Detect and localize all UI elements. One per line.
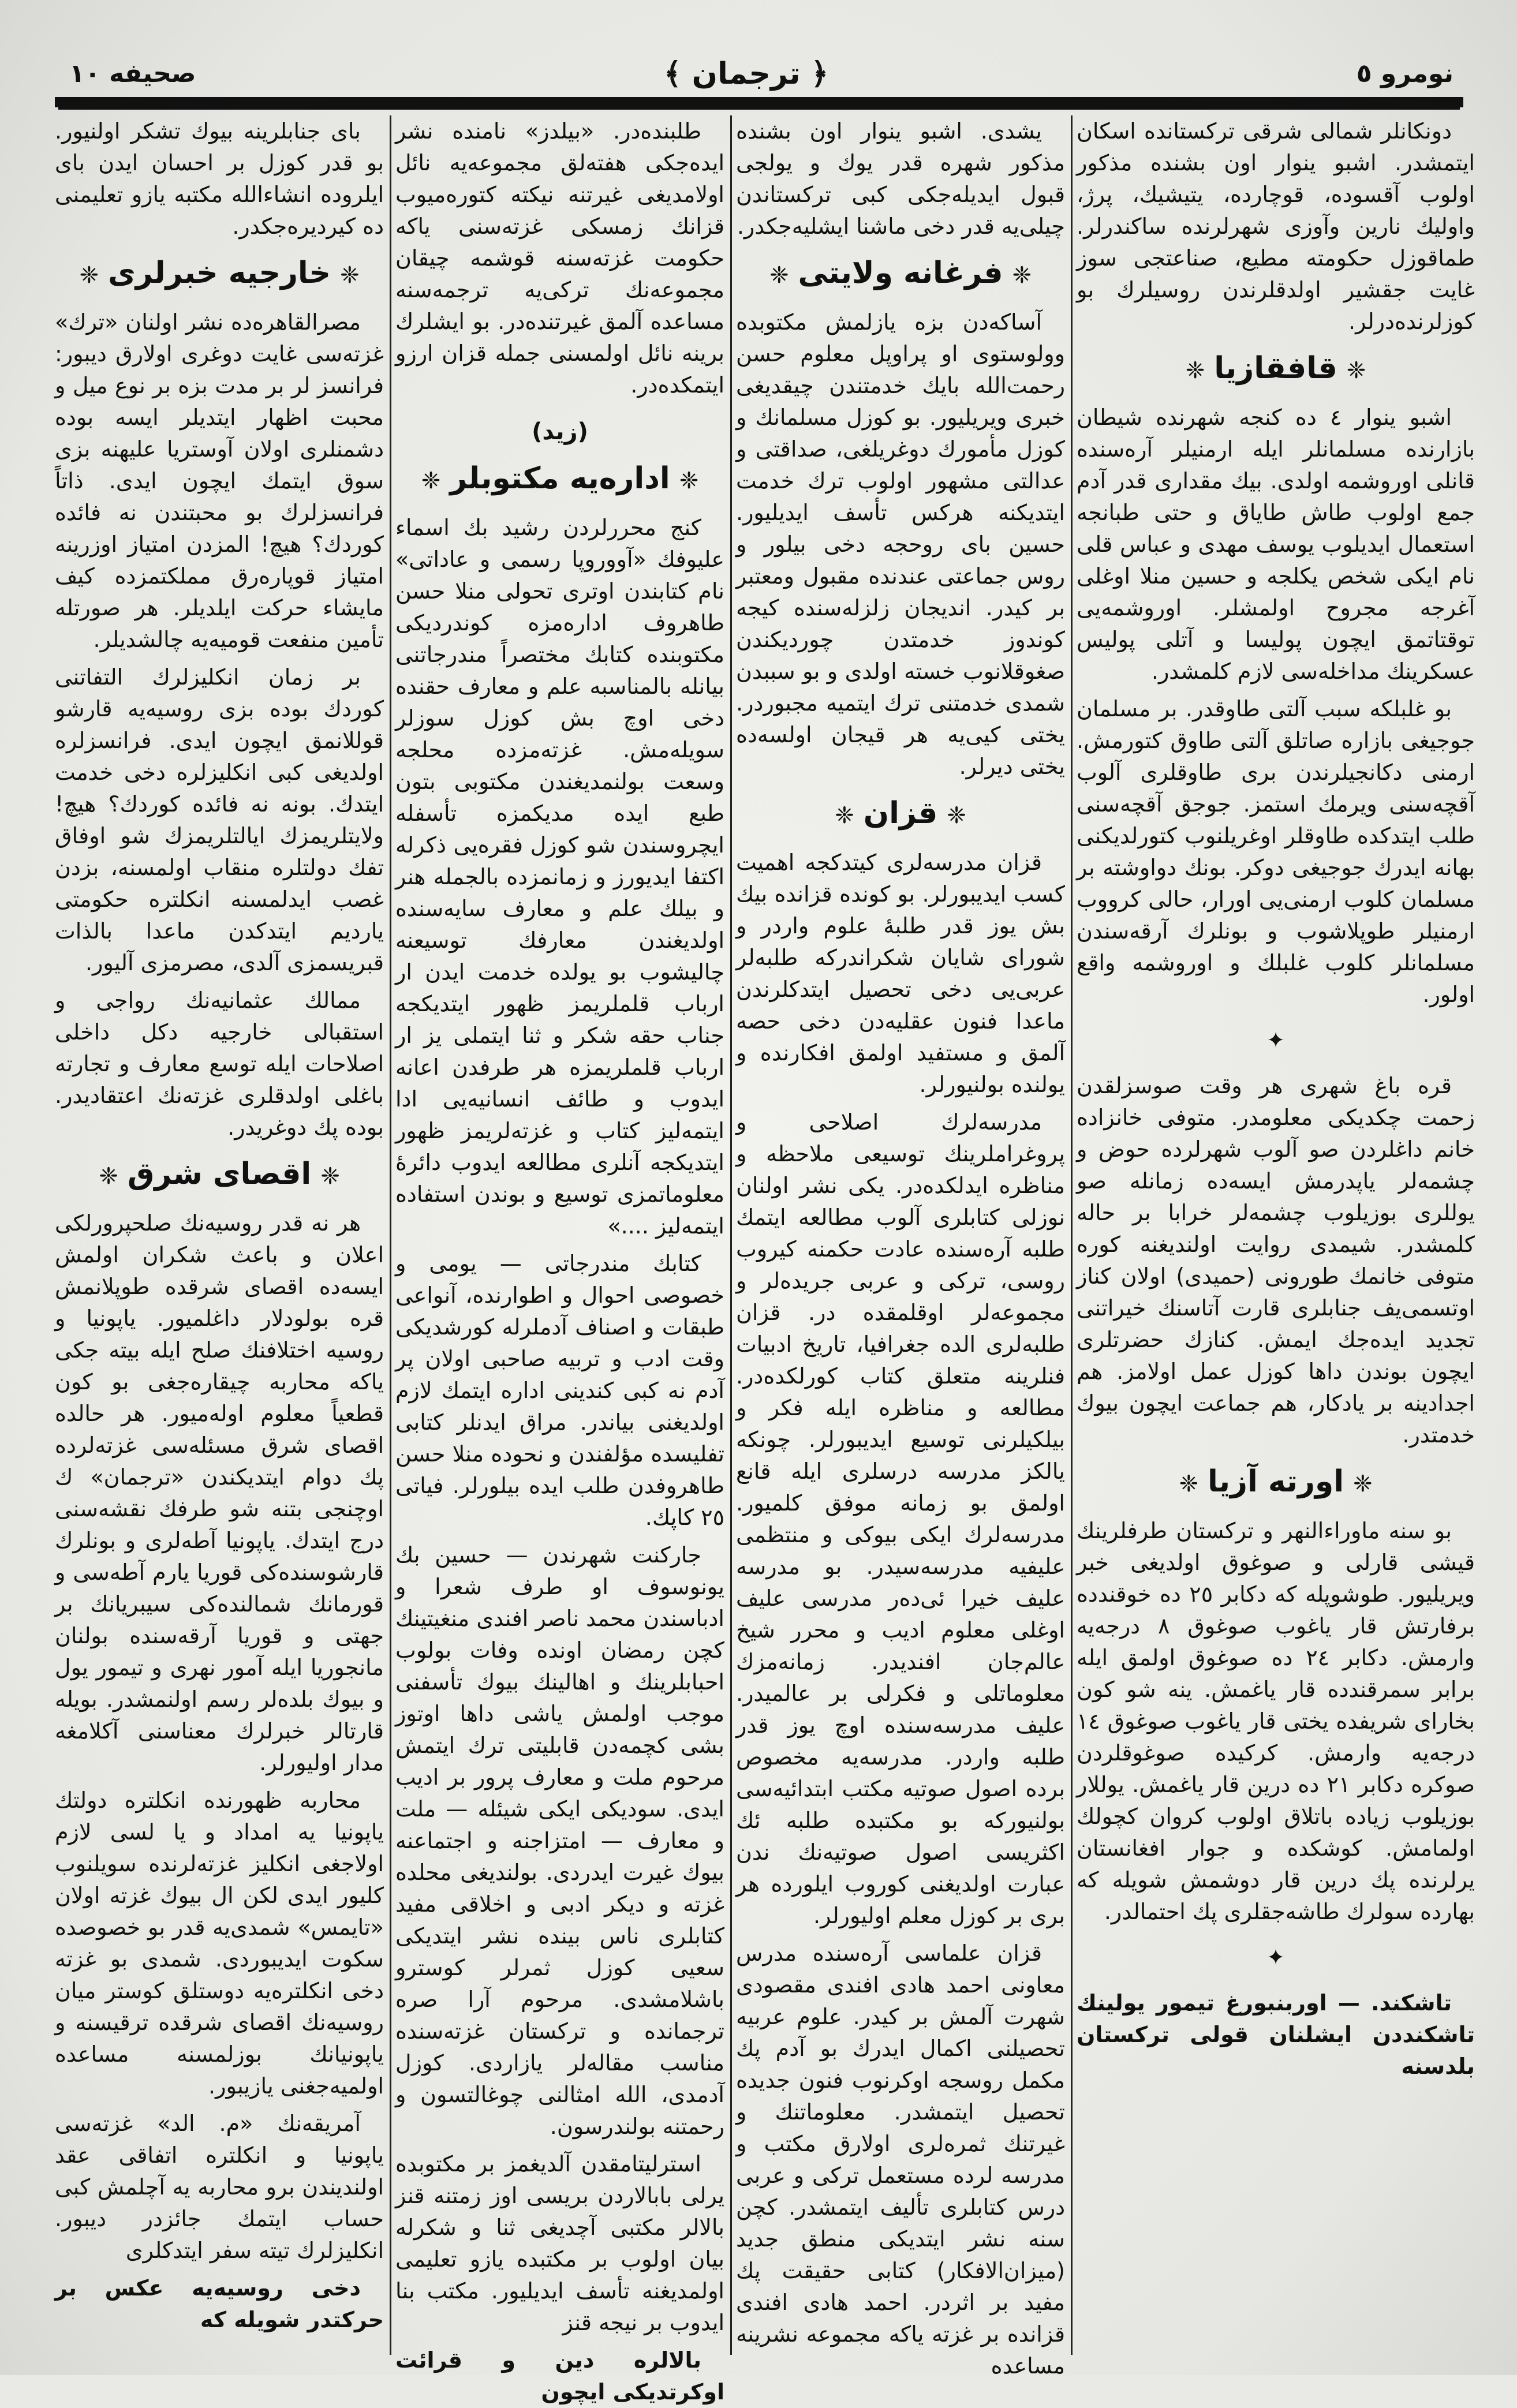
ornament-icon: ❈ [1346, 357, 1366, 384]
ornament-icon: ❈ [320, 1163, 340, 1190]
article-paragraph: یشدی. اشبو ینوار اون بشنده مذكور شهره قدر یوك و یولجی قبول ایدیله‌جكی كبی تركستاندن چیلی‌یه قدر دخی ماشنا ایشلیه‌جكدر. [736, 118, 1065, 239]
column-divider [390, 115, 391, 2355]
newspaper-title: ﴿ ترجمان ﴾ [664, 57, 829, 91]
section-heading [55, 257, 384, 291]
article-paragraph: مصرالقاهره‌ده نشر اولنان «ترك» غزته‌سی غایت دوغری اولارق دیبور: فرانسز لر بر مدت بزه بر نوع میل و محبت اظهار ایتدیلر ایسه بوده دشمنلری اولان آوستریا علیهنه بزی سوق ایتمك ایچون ایدی. ذاتاً فرانسزلرك بو محبتندن نه فائده كوردك؟ هیچ! المزدن امتیاز اوزرینه امتیاز قوپاره‌رق مملكتمزده كیف مایشاء حركت ایلدیلر. هر صورتله تأمین منفعت قومیه‌یه چالشدیلر. [55, 309, 384, 652]
column-3 [395, 115, 724, 2405]
section-heading-text: اقصاى شرق [127, 1157, 312, 1191]
article-paragraph: مدرسه‌لرك اصلاحی و پروغراملرینك توسیعی ملاحظه و مناظره ایدلكده‌در. یكی نشر اولنان نوزلی كتابلری آلوب مطالعه ایتمك طلبه آره‌سنده عادت حكمنه كیروب روسی، تركی و عربی جریده‌لر و مجموعه‌لر اوقلمقده در. قزان طلبه‌لری الده جغرافیا، تاریخ ادبیات فنلرینه متعلق كتاب كورلكده‌در. مطالعه و مناظره ایله فكر و بیلكیلرنی توسیع ایدیبورلر. چونكه یالكز مدرسه درسلری ایله قانع اولمق بو زمانه موفق كلمیور. مدرسه‌لرك ایكی بیوكی و منتظمی علیفیه مدرسه‌سیدر. بو مدرسه علیف خیرا ئی‌ده‌ر مدرسی علیف اوغلی معلوم ادیب و محرر شیخ عالم‌جان افندیدر. زمانه‌مزك معلوماتلی و فكرلی بر عالمیدر. علیف مدرسه‌سنده اوچ یوز قدر طلبه واردر. مدرسه‌یه مخصوص برده اصول صوتیه مكتب ابتدائیه‌سی بولنیوركه بو مكتبده طلبه ئك اكثریسی اصول صوتیه‌نك ندن عبارت اولدیغنی كوروب ایلورده هر بری بر كوزل معلم اولیورلر. [736, 1109, 1065, 1928]
article-paragraph: بر زمان انكلیزلرك التفاتنی كوردك بوده بزی روسیه‌یه قارشو قوللانمق ایچون ایدی. فرانسزلره اولدیغی كبی انكلیزلره دخی خدمت ایتدك. بونه نه فائده كوردك؟ هیچ! ولایتلریمزك ایالتلریمزك شو اوفاق تفك دولتلره منقاب اولمسنه، بزدن غصب ایدلمسنه انكلتره حكومتی یاردیم ایتدكدن ماعدا بالذات قبریسمزی آلدی، مصرمزی آلیور. [55, 664, 384, 975]
column-4 [55, 115, 384, 2355]
ornament-icon: ❈ [835, 802, 854, 829]
section-heading-text: اداره‌يه مكتوبلر [450, 461, 670, 496]
issue-number: نومرو ٥ [1356, 59, 1454, 88]
article-paragraph: قزان مدرسه‌لری كیتدكجه اهمیت كسب ایدیبورلر. بو كونده قزانده بیك بش یوز قدر طلبهٔ علوم واردر و شورای شایان شكراندركه طلبه‌لر عربی‌یی دخی تحصیل ایتدكلرندن ماعدا فنون عقلیه‌دن دخی حصه آلمق و مستفید اولمق افكارنده و یولنده بولنیورلر. [736, 850, 1065, 1097]
section-heading-text: فرغانه ولايتى [798, 256, 1003, 290]
column-divider [730, 115, 732, 2355]
section-heading-text: قافقازيا [1214, 351, 1337, 386]
ornament-icon: ❈ [1353, 1471, 1373, 1497]
header-rule [55, 97, 1463, 107]
page-number: صحيفه ١٠ [69, 59, 196, 88]
article-paragraph: آساكه‌دن بزه یازلمش مكتوبده وولوستوی او پراوپل معلوم حسن رحمت‌الله بایك خدمتندن چیقدیغی خبری ویریلیور. بو كوزل مسلمانك و كوزل مأمورك دوغریلغی، صداقتی و عدالتی مشهور اولوب ترك خدمت ایتدیكنه هركس تأسف ایدیلیور. حسین بای روحجه دخی بیلور و روس جماعتی عندنده مقبول ومعتبر بر كیدر. اندیجان زلزله‌سنده كیجه كوندوز خدمتدن چوردیكندن صغوقلانوب خسته اولدی و بو سببدن شمدی خدمتنی ترك ایتمیه مجبوردر. یختی كیی‌یه هر قیجان اولسه‌ده یختی دیرلر. [736, 309, 1065, 779]
section-heading-text: قزان [863, 796, 938, 831]
article-paragraph: هر نه قدر روسیه‌نك صلحپرورلكی اعلان و باعث شكران اولمش ایسه‌ده اقصای شرقده طوپلانمش قره بولودلار داغلمیور. یاپونیا و روسیه اختلافنك صلح ایله بیته جكی یاكه محاربه چیقاره‌جغی بو كون قطعیاً معلوم اوله‌میور. هر حالده اقصای شرق مسئله‌سی غزته‌لرده پك دوام ایتدیكندن «ترجمان» ك اوچنجی بتنه شو طرفك نقشه‌سنی درج ایتدك. یاپونیا آطه‌لری و بونلرك قارشوسنده‌كی قوریا یارم آطه‌سی و قورمانك شمالنده‌كی سیبریانك بر جهتی و قوریا آرقه‌سنده بولنان مانجوریا ایله آمور نهری و تیمور یول و بیوك بلده‌لر رسم اولنمشدر. بویله قارتالر خبرلرك معناسنی آكلامغه مدار اولیورلر. [55, 1210, 384, 1775]
ornament-icon: ❈ [421, 468, 441, 494]
ornament-icon: ❈ [769, 262, 789, 289]
article-paragraph: دخی روسیه‌یه عكس بر حركتدر شویله كه [55, 2275, 384, 2332]
article-paragraph: محاربه ظهورنده انكلتره دولتك یاپونیا یه امداد و یا لسی لازم اولاجغی انكلیز غزته‌لرنده سویلنوب كلیور ایدی لكن ال بیوك غزته اولان «تایمس» شمدی‌یه قدر بو خصوصده سكوت ایدیبوردی. شمدی بو غزته دخی انكلتره‌یه دوستلق كوستر میان روسیه‌نك اقصای شرقده ترقیسنه و یاپونیانك بوزلمسنه مساعده اولمیه‌جغنی یازیبور. [55, 1788, 384, 2099]
ornament-icon: ❈ [1012, 262, 1032, 289]
section-divider: ✦ [1266, 1027, 1285, 1053]
ornament-icon: ❈ [79, 262, 99, 289]
article-paragraph: بو غلبلكه سبب آلتی طاوقدر. بر مسلمان جوجیغی بازاره صاتلق آلتی طاوق كتورمش. ارمنی دكانجیلرندن بری طاوقلری آلوب آقچه‌سنی ویرمك استمز. جوجق آقچه‌سنی طلب ایتدكده طاوقلر اوغریلنوب كتورلدیكنی بهانه ایدرك جوجیغی دوكر. بونك دواوشته بر مسلمان كلوب ارمنی‌یی اورار، حالی كرووب ارمنیلر طوپلاشوب و بونلرك آرقه‌سندن مسلمانلر كلوب غلبلك و اوروشمه واقع اولور. [1077, 696, 1475, 1007]
section-heading [736, 798, 1065, 832]
ornament-icon: ❈ [339, 262, 360, 289]
article-paragraph: طلبنده‌در. «بیلدز» نامنده نشر ایده‌جكی هفته‌لق مجموعه‌یه نائل اولامدیغی غیرتنه نیكته كتوره‌میوب قزانك زمسكی غزته‌سنی یاكه حكومت غزته‌سنه قوشمه چیقان مجموعه‌نك تركی‌یه ترجمه‌سنه مساعده آلمق غیرتنده‌در. بو ایشلرك برینه نائل اولمسنی جمله قزان ارزو ایتمكده‌در. [395, 118, 724, 398]
ornament-icon: ❈ [99, 1163, 118, 1190]
article-paragraph: قزان علماسی آره‌سنده مدرس معاونی احمد هادی افندی مقصودی شهرت آلمش بر كیدر. علوم عربیه تحصیلنی اكمال ایدرك بو آدم پك مكمل روسجه اوكرنوب فنون جدیده تحصیل ایتمشدر. معلوماتنك و غیرتنك ثمره‌لری اولارق مكتب و مدرسه لرده مستعمل تركی و عربی درس كتابلری تألیف ایتمشدر. كچن سنه نشر ایتدیكی منطق جدید (میزان‌الافكار) كتابی حقیقت پك مفید بر اثردر. احمد هادی افندی قزانده بر غزته یاكه مجموعه نشرینه مساعده [736, 1940, 1065, 2379]
ornament-icon: ❈ [679, 468, 699, 494]
signature: (زيد) [532, 418, 588, 445]
section-heading-text: اورته آزيا [1207, 1464, 1344, 1499]
article-paragraph: قره باغ شهری هر وقت صوسزلقدن زحمت چكدیكی معلومدر. متوفی خانزاده خانم داغلردن صو آلوب شهرلرده حوض و چشمه‌لر یاپدرمش ایسه‌ده زمانله صو یوللری بوزیلوب چشمه‌لر خرابا بر حاله كلمشدر. شیمدی روایت اولندیغنه كوره متوفی خانمك طورونی (حمیدی) اولان كناز اوتسمی‌یف جنابلری قارت آتاسنك خیراتنی تجدید ایده‌جك ایمش. كنازك حضرتلری ایچون بوندن داها كوزل عمل اولامز. هم اجدادینه بر یادكار، هم جماعت ایچون بیوك خدمتدر. [1077, 1073, 1475, 1448]
article-paragraph: استرلیتامقدن آلدیغمز بر مكتوبده یرلی بابالاردن بریسی اوز زمتنه قنز بالالر مكتبی آچدیغی ثنا و شكرله بیان اولوب بر مكتبده یازو تعلیمی اولمدیغنه تأسف ایدیلیور. مكتب بنا ایدوب بر نیجه قنز [395, 2151, 724, 2335]
article-paragraph: اشبو ینوار ٤ ده كنجه شهرنده شیطان بازارنده مسلمانلر ایله ارمنیلر آره‌سنده قانلی اوروشمه اولدی. بیك مقداری قدر آدم جمع اولوب طاش طایاق و حتی طبانجه استعمال ایدیلوب یوسف مهدی و عباس قلی نام ایكی شخص یكلجه و حسین منلا اوغلی آغرجه مجروح اولمشلر. اوروشمه‌یی توقتاتمق ایچون پولیسا و آتلی پولیس عسكرینك مداخله‌سی لازم كلمشدر. [1077, 405, 1475, 684]
article-paragraph: بو سنه ماوراءالنهر و تركستان طرفلرینك قیشی قارلی و صوغوق اولدیغی خبر ویریلیور. طوشوپله كه دكابر ٢٥ ده خوقندده برفارتش قار یاغوب صوغوق ٨ درجه‌یه وارمش. دكابر ٢٤ ده صوغوق اولمق ایله برابر سمرقندده قار یاغمش. ینه شو كون بخارای شریفده یختی قار یاغوب صوغوق ١٤ درجه‌یه وارمش. كركیده صوغوقلردن صوكره دكابر ٢١ ده درین قار یاغمش. یوللار بوزیلوب زیاده باتلاق اولوب كروان كچولك اولمامش. كوشكده و جوار افغانستان یرلرنده پك درین قار دوشمش شویله كه بهارده سولرك طاشه‌جقلری پك احتمالدر. [1077, 1518, 1475, 1924]
article-paragraph: تاشكند. — اوربنبورغ تیمور یولینك تاشكنددن ایشلنان قولی تركستان بلدسنه [1077, 1990, 1475, 2079]
article-paragraph: كنج محررلردن رشید بك اسماء علیوفك «آووروپا رسمی و عاداتی» نام كتابندن اوتری تحولی منلا حسن طاهروف اداره‌مزه كوندردیكی مكتوبنده كتابك مختصراً مندرجاتنی بیانله بالمناسبه علم و معارف حقنده دخی اوچ بش كوزل سوزلر سویله‌مش. غزته‌مزده محلجه وسعت بولنمدیغندن مكتوبی بتون طبع ایده مدیكمزه تأسفله ایچروسندن شو كوزل فقره‌یی ذكرله اكتفا ایدیورز و زمانمزده بالجمله هنر و بیلك علم و معارف سایه‌سنده اولدیغندن معارفك توسیعنه چالیشوب بو یولده خدمت ایدن ار ارباب قلملریمز ظهور ایتدیكجه جناب حقه شكر و ثنا ایتملی یز ار ارباب قلملریمزه هر طرفدن اعانه ایدوب و طائف انسانیه‌یی ادا ایتمه‌لیز كتاب و غزته‌لریمز ظهور ایتدیكجه آنلری مطالعه ایدوب دائرهٔ معلوماتمزی توسیع و بوندن استفاده ایتمه‌لیز ....» [395, 515, 724, 1239]
ornament-icon: ❈ [1179, 1471, 1198, 1497]
article-paragraph: كتابك مندرجاتی — یومی و خصوصی احوال و اطوارنده، آنواعی طبقات و اصناف آدملرله كورشدیكی وقت ادب و تربیه صاحبی اولان پر آدم نه كبی كندینی اداره ایتمك لازم اولدیغنی بیاندر. مراق ایدنلر كتابی تفلیسده مؤلفندن و نحوده منلا حسن طاهروفدن طلب ایده بیلورلر. فیاتی ٢٥ كاپك. [395, 1251, 724, 1530]
column-2 [736, 115, 1065, 2379]
section-heading [1077, 353, 1475, 387]
section-heading [736, 257, 1065, 291]
article-paragraph: جاركنت شهرندن — حسین بك یونوسوف او طرف شعرا و ادباسندن محمد ناصر افندی منغیتینك كچن رمضان اونده وفات بولوب احبابلرینك و اهالینك بیوك تأسفنی موجب اولمش یاشی داها اوتوز بشی كچمه‌دن قابلیتی ترك ایتمش مرحوم ملت و معارف پرور بر ادیب ایدی. سودیكی ایكی شیئله — ملت و معارف — امتزاجنه و اجتماعنه بیوك غیرت ایدردی. بولندیغی محلده غزته و دیكر ادبی و اخلاقی مفید كتابلری ناس بینده نشر ایتدیكی سعیی كوزل ثمرلر كوسترو باشلامشدی. مرحوم آرا صره ترجمانده و تركستان غزته‌سنده مناسب مقاله‌لر یازاردی. كوزل آدمدی، الله امثالنی چوغالتسون و رحمتنه بولندرسون. [395, 1542, 724, 2139]
section-heading [395, 463, 724, 497]
section-heading [55, 1158, 384, 1192]
article-paragraph: بالالره دین و قرائت اوكرتدیكی ایچون [395, 2347, 724, 2405]
ornament-icon: ❈ [1185, 357, 1205, 384]
column-divider [1071, 115, 1073, 2355]
column-1 [1077, 115, 1475, 2355]
section-heading-text: خارجيه خبرلرى [108, 256, 331, 290]
ornament-icon: ❈ [947, 802, 966, 829]
article-paragraph: ممالك عثمانیه‌نك رواجی و استقبالی خارجیه دكل داخلی اصلاحات ایله توسع معارف و تجارته باغلی اولدقلری غزته‌نك اعتقادیدر. بوده پك دوغریدر. [55, 988, 384, 1140]
section-heading [1077, 1466, 1475, 1500]
section-divider: ✦ [1266, 1945, 1285, 1970]
article-paragraph: آمریقه‌نك «م. الد» غزته‌سی یاپونیا و انكلتره اتفاقی عقد اولندیندن برو محاربه یه آچلمش كبی حساب ایتمك جائزدر دیبور. انكلیزلرك تیته سفر ایتدكلری [55, 2111, 384, 2263]
article-paragraph: بای جنابلرینه بیوك تشكر اولنیور. بو قدر كوزل بر احسان ایدن بای ایلروده انشاءالله مكتبه یازو تعلیمنی ده كیردیره‌جكدر. [55, 118, 384, 239]
article-paragraph: دونكانلر شمالی شرقی تركستانده اسكان ایتمشدر. اشبو ینوار اون بشنده مذكور اولوب آقسوده، قوچارده، یتیشیك، پرژ، واولیك نارین وآوزی شهرلرنده ساكندرلر. طماقوزل حكومته مطیع، صناعتجی سوز غایت جقشیر اولدقلرندن روسیلرك بو كوزلرنده‌درلر. [1077, 118, 1475, 334]
